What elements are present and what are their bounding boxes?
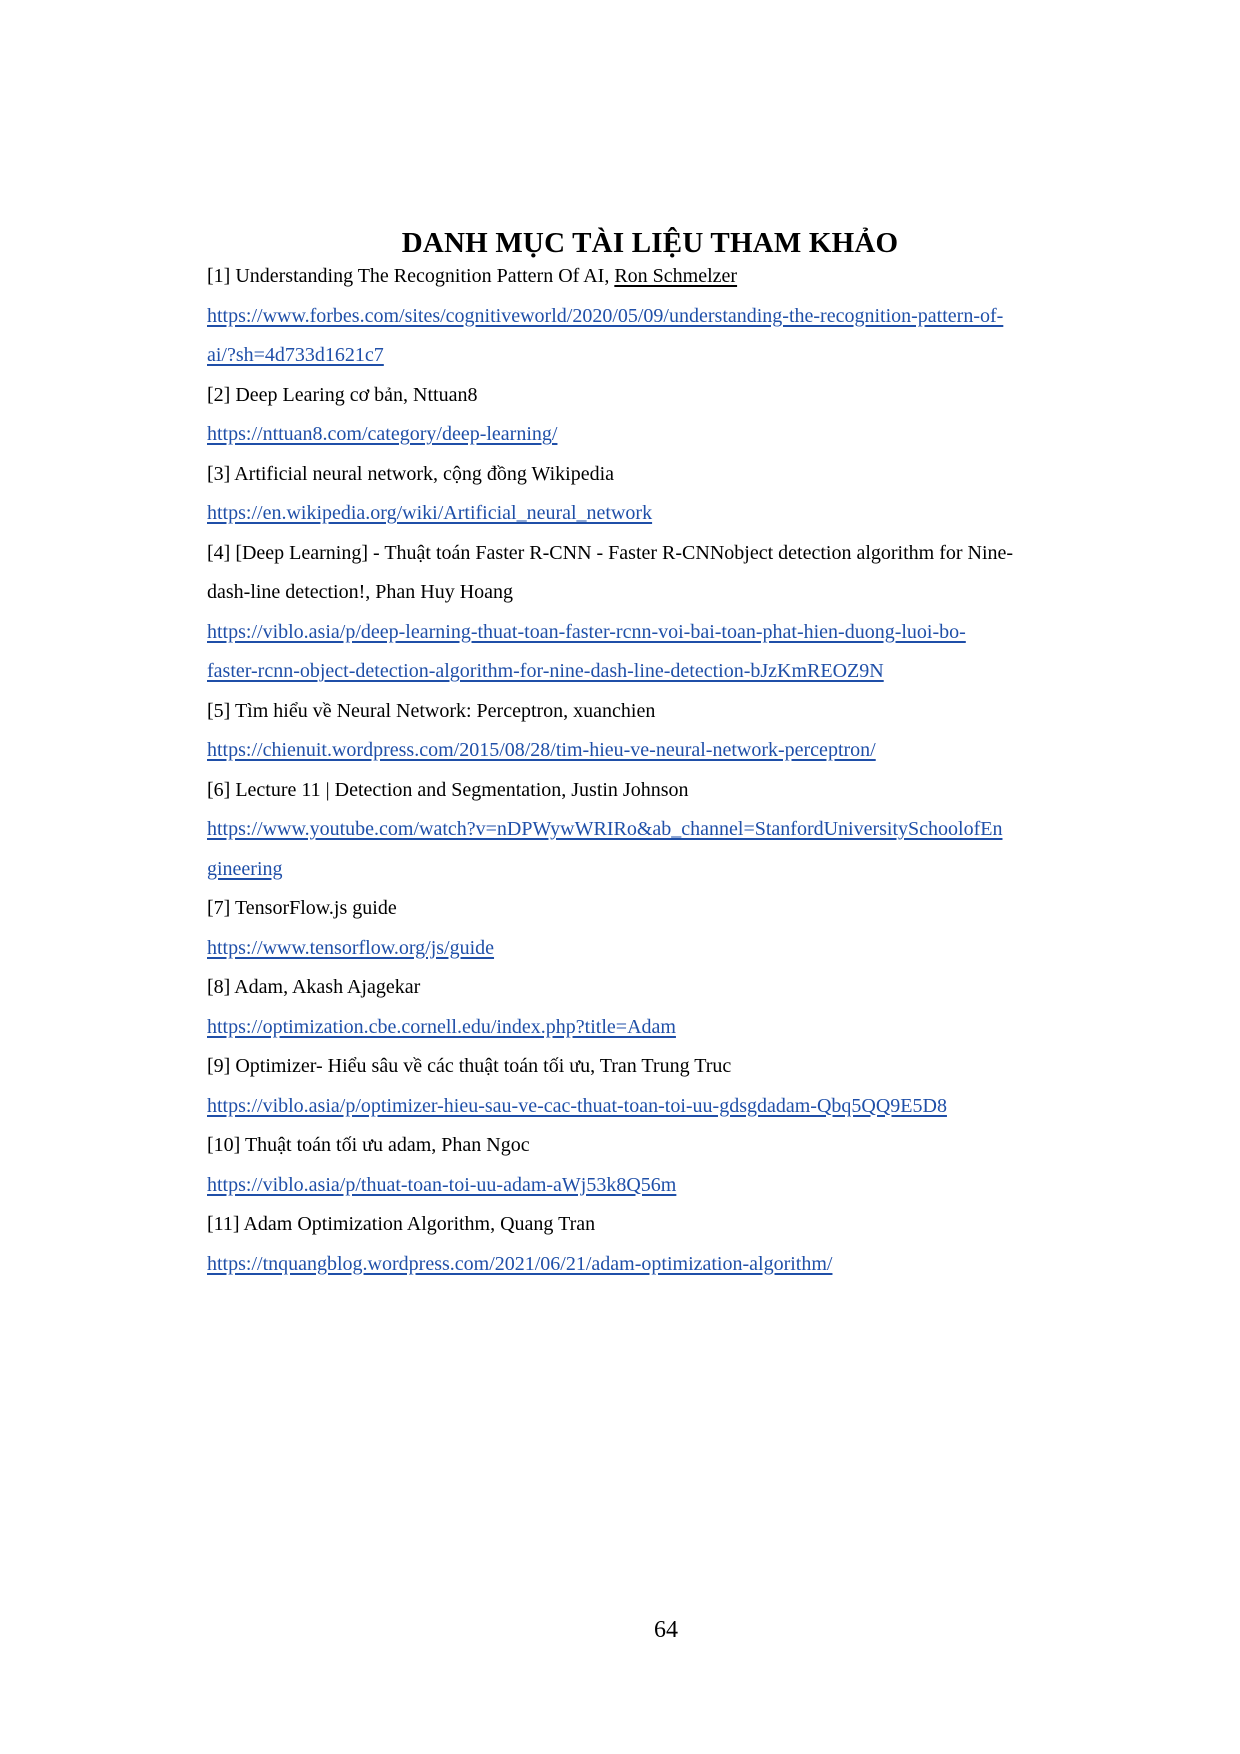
reference-7-url-line-1: https://www.tensorflow.org/js/guide [207,936,495,959]
reference-11-url-link[interactable] [207,1245,1127,1285]
reference-5-text: [5] Tìm hiểu về Neural Network: Perceptron, xuanchien [207,699,656,722]
reference-10-url-link[interactable] [207,1166,1127,1206]
reference-7-text: [7] TensorFlow.js guide [207,897,397,919]
reference-3-text: [3] Artificial neural network, cộng đồng Wikipedia [207,462,615,485]
reference-8-url-line-1: https://optimization.cbe.cornell.edu/index.php?title=Adam [207,1015,676,1038]
reference-11-url-line-1: https://tnquangblog.wordpress.com/2021/06/21/adam-optimization-algorithm/ [207,1252,833,1275]
reference-4-text-line-1: [4] [Deep Learning] - Thuật toán Faster R-CNN - Faster R-CNNobject detection algorithm for Nine- [207,541,1014,564]
reference-item-10 [207,1126,1127,1205]
reference-item-5 [207,692,1127,771]
reference-item-9 [207,1047,1127,1126]
reference-item-6 [207,771,1127,890]
page-number: 64 [654,1617,678,1643]
reference-item-4 [207,534,1127,692]
reference-9-text: [9] Optimizer- Hiểu sâu về các thuật toán tối ưu, Tran Trung Truc [207,1055,732,1077]
reference-1-url-link[interactable] [207,297,1127,376]
reference-7-url-link[interactable] [207,929,1127,969]
reference-9-url-link[interactable] [207,1087,1127,1127]
reference-1-text [207,257,1127,297]
reference-5-url-link[interactable] [207,731,1127,771]
reference-5-url-line-1: https://chienuit.wordpress.com/2015/08/28/tim-hieu-ve-neural-network-perceptron/ [207,739,876,761]
reference-11-text: [11] Adam Optimization Algorithm, Quang Tran [207,1213,596,1235]
reference-2-text: [2] Deep Learing cơ bản, Nttuan8 [207,383,478,406]
reference-9-url-line-1: https://viblo.asia/p/optimizer-hieu-sau-ve-cac-thuat-toan-toi-uu-gdsgdadam-Qbq5QQ9E5D8 [207,1094,947,1117]
reference-list [207,257,1127,1284]
page-title: DANH MỤC TÀI LIỆU THAM KHẢO [401,227,899,260]
reference-item-1 [207,257,1127,376]
reference-item-7 [207,889,1127,968]
reference-4-url-line-1: https://viblo.asia/p/deep-learning-thuat-toan-faster-rcnn-voi-bai-toan-phat-hien-duong-luoi-bo- [207,620,966,643]
reference-2-url-line-1: https://nttuan8.com/category/deep-learning/ [207,423,558,445]
reference-1-author-link[interactable]: Ron Schmelzer [614,265,738,287]
reference-6-text: [6] Lecture 11 | Detection and Segmentation, Justin Johnson [207,778,689,801]
reference-4-url-line-2: faster-rcnn-object-detection-algorithm-for-nine-dash-line-detection-bJzKmREOZ9N [207,660,884,682]
reference-6-url-line-1: https://www.youtube.com/watch?v=nDPWywWRIRo&ab_channel=StanfordUniversitySchoolofEn [207,818,1003,840]
reference-6-url-line-2: gineering [207,857,283,880]
reference-item-8 [207,968,1127,1047]
reference-8-text: [8] Adam, Akash Ajagekar [207,976,421,998]
reference-1-url-line-2: ai/?sh=4d733d1621c7 [207,344,384,366]
reference-10-url-line-1: https://viblo.asia/p/thuat-toan-toi-uu-adam-aWj53k8Q56m [207,1173,677,1196]
reference-item-2 [207,376,1127,455]
reference-1-url-line-1: https://www.forbes.com/sites/cognitiveworld/2020/05/09/understanding-the-recognition-pattern-of- [207,304,1004,327]
reference-8-url-link[interactable] [207,1008,1127,1048]
reference-1-label: [1] Understanding The Recognition Pattern Of AI, [207,265,615,287]
reference-3-url-link[interactable] [207,494,1127,534]
reference-4-text-line-2: dash-line detection!, Phan Huy Hoang [207,581,514,603]
reference-3-url-line-1: https://en.wikipedia.org/wiki/Artificial_neural_network [207,502,653,524]
reference-2-url-link[interactable] [207,415,1127,455]
reference-item-3 [207,455,1127,534]
reference-6-url-link[interactable] [207,810,1127,889]
reference-item-11 [207,1205,1127,1284]
reference-10-text: [10] Thuật toán tối ưu adam, Phan Ngoc [207,1134,530,1156]
reference-4-url-link[interactable] [207,613,1127,692]
